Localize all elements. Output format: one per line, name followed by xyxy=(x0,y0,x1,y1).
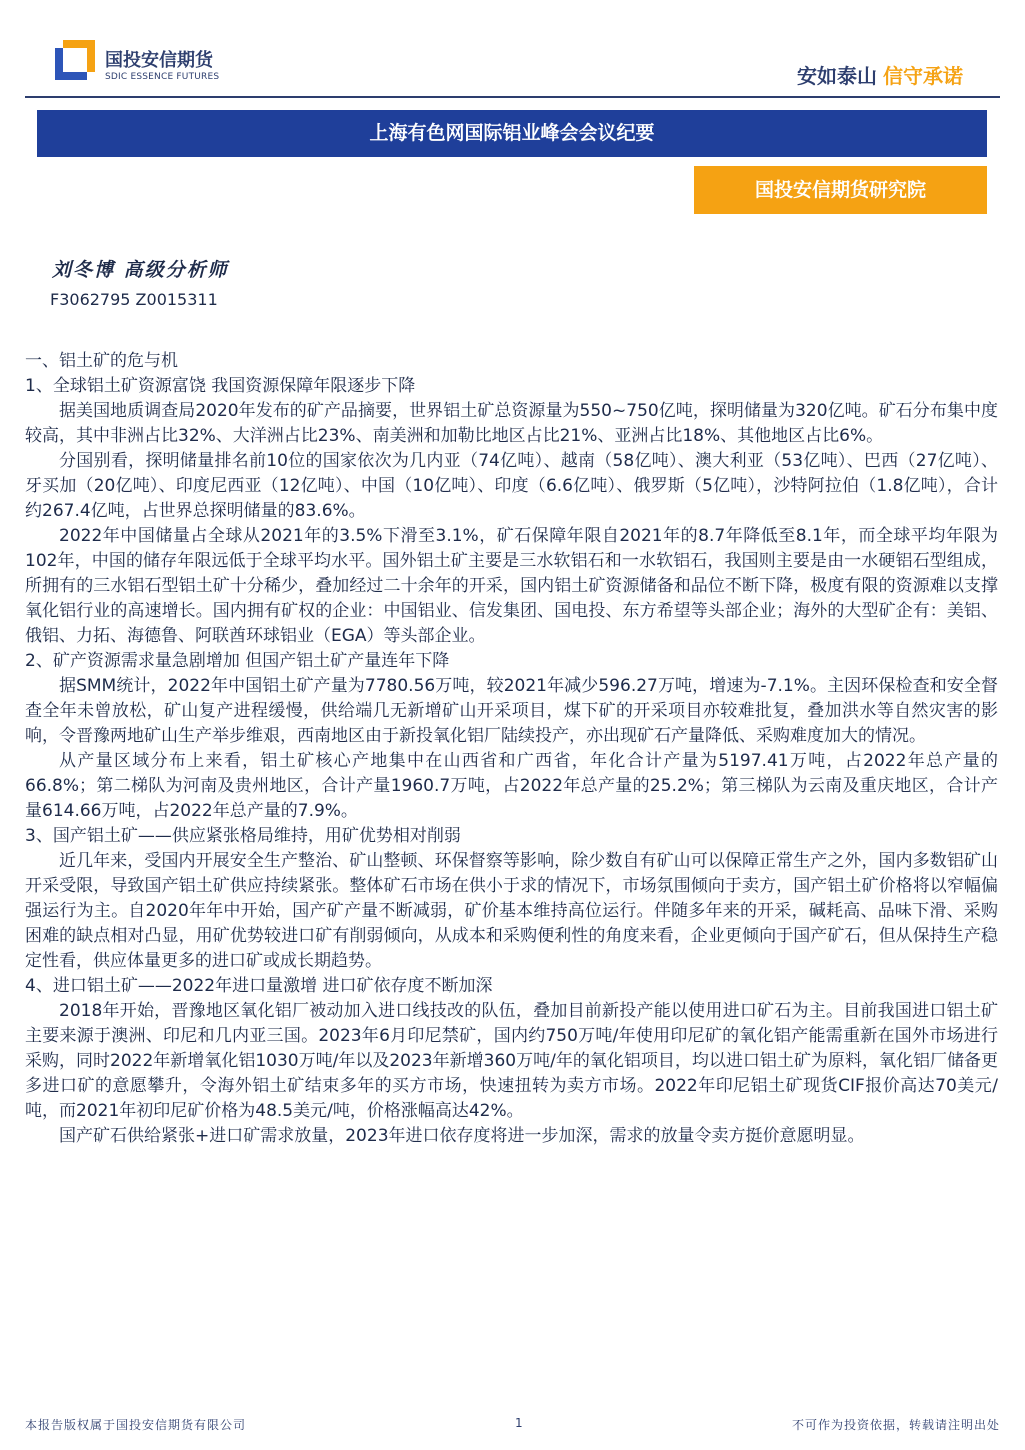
subsection-heading: 1、全球铝土矿资源富饶 我国资源保障年限逐步下降 xyxy=(25,376,416,396)
header-divider xyxy=(25,96,1000,98)
author-name: 刘冬博 高级分析师 xyxy=(52,259,229,281)
paragraph: 据美国地质调查局2020年发布的矿产品摘要，世界铝土矿总资源量为550~750亿吨，探明储量为320亿吨。矿石分布集中度较高，其中非洲占比32%、大洋洲占比23%、南美洲和加勒比地区占比21%、亚洲占比18%、其他地区占比6%。 xyxy=(25,401,998,446)
logo-chinese-name: 国投安信期货 xyxy=(105,50,213,71)
paragraph: 2018年开始，晋豫地区氧化铝厂被动加入进口线技改的队伍，叠加目前新投产能以使用进口矿石为主。目前我国进口铝土矿主要来源于澳洲、印尼和几内亚三国。2023年6月印尼禁矿，国内约750万吨/年使用印尼矿的氧化铝产能需重新在国外市场进行采购，同时2022年新增氧化铝1030万吨/年以及2023年新增360万吨/年的氧化铝项目，均以进口铝土矿为原料，氧化铝厂储备更多进口矿的意愿攀升，令海外铝土矿结束多年的买方市场，快速扭转为卖方市场。2022年印尼铝土矿现货CIF报价高达70美元/吨，而2021年初印尼矿价格为48.5美元/吨，价格涨幅高达42%。 xyxy=(25,1001,998,1121)
paragraph: 从产量区域分布上来看，铝土矿核心产地集中在山西省和广西省，年化合计产量为5197.41万吨，占2022年总产量的66.8%；第二梯队为河南及贵州地区，合计产量1960.7万吨，占2022年总产量的25.2%；第三梯队为云南及重庆地区，合计产量614.66万吨，占2022年总产量的7.9%。 xyxy=(25,751,998,821)
slogan-part2: 信守承诺 xyxy=(883,64,963,88)
report-title: 上海有色网国际铝业峰会会议纪要 xyxy=(37,110,987,157)
section-heading: 一、铝土矿的危与机 xyxy=(25,351,178,371)
paragraph: 近几年来，受国内开展安全生产整治、矿山整顿、环保督察等影响，除少数自有矿山可以保障正常生产之外，国内多数铝矿山开采受限，导致国产铝土矿供应持续紧张。整体矿石市场在供小于求的情况下，市场氛围倾向于卖方，国产铝土矿价格将以窄幅偏强运行为主。自2020年年中开始，国产矿产量不断减弱，矿价基本维持高位运行。伴随多年来的开采，碱耗高、品味下滑、采购困难的缺点相对凸显，用矿优势较进口矿有削弱倾向，从成本和采购便利性的角度来看，企业更倾向于国产矿石，但从保持生产稳定性看，供应体量更多的进口矿或成长期趋势。 xyxy=(25,851,998,971)
author-license-codes: F3062795 Z0015311 xyxy=(50,290,218,309)
paragraph: 国产矿石供给紧张+进口矿需求放量，2023年进口依存度将进一步加深，需求的放量令卖方挺价意愿明显。 xyxy=(59,1126,865,1146)
logo-mark-icon xyxy=(55,40,95,80)
slogan xyxy=(797,60,963,89)
subsection-heading: 4、进口铝土矿——2022年进口量激增 进口矿依存度不断加深 xyxy=(25,976,493,996)
page-footer xyxy=(25,1416,1000,1436)
footer-disclaimer: 不可作为投资依据，转载请注明出处 xyxy=(791,1418,1000,1432)
paragraph: 分国别看，探明储量排名前10位的国家依次为几内亚（74亿吨）、越南（58亿吨）、澳大利亚（53亿吨）、巴西（27亿吨）、牙买加（20亿吨）、印度尼西亚（12亿吨）、中国（10亿吨）、印度（6.6亿吨）、俄罗斯（5亿吨），沙特阿拉伯（1.8亿吨），合计约267.4亿吨，占世界总探明储量的83.6%。 xyxy=(25,451,998,521)
logo-english-name: SDIC ESSENCE FUTURES xyxy=(105,72,220,82)
subsection-heading: 3、国产铝土矿——供应紧张格局维持，用矿优势相对削弱 xyxy=(25,826,461,846)
page-number: 1 xyxy=(515,1416,523,1430)
subsection-heading: 2、矿产资源需求量急剧增加 但国产铝土矿产量连年下降 xyxy=(25,651,450,671)
institute-badge: 国投安信期货研究院 xyxy=(694,166,987,214)
paragraph: 据SMM统计，2022年中国铝土矿产量为7780.56万吨，较2021年减少596.27万吨，增速为-7.1%。主因环保检查和安全督查全年未曾放松，矿山复产进程缓慢，供给端几无新增矿山开采项目，煤下矿的开采项目亦较难批复，叠加洪水等自然灾害的影响，令晋豫两地矿山生产举步维艰，西南地区由于新投氧化铝厂陆续投产，亦出现矿石产量降低、采购难度加大的情况。 xyxy=(25,676,998,746)
company-logo xyxy=(55,40,235,90)
paragraph: 2022年中国储量占全球从2021年的3.5%下滑至3.1%，矿石保障年限自2021年的8.7年降低至8.1年，而全球平均年限为102年，中国的储存年限远低于全球平均水平。国外铝土矿主要是三水软铝石和一水软铝石，我国则主要是由一水硬铝石型组成，所拥有的三水铝石型铝土矿十分稀少，叠加经过二十余年的开采，国内铝土矿资源储备和品位不断下降，极度有限的资源难以支撑氧化铝行业的高速增长。国内拥有矿权的企业：中国铝业、信发集团、国电投、东方希望等头部企业；海外的大型矿企有：美铝、俄铝、力拓、海德鲁、阿联酋环球铝业（EGA）等头部企业。 xyxy=(25,526,998,646)
report-body xyxy=(25,349,998,1149)
footer-copyright: 本报告版权属于国投安信期货有限公司 xyxy=(25,1418,247,1432)
slogan-part1: 安如泰山 xyxy=(797,64,877,88)
